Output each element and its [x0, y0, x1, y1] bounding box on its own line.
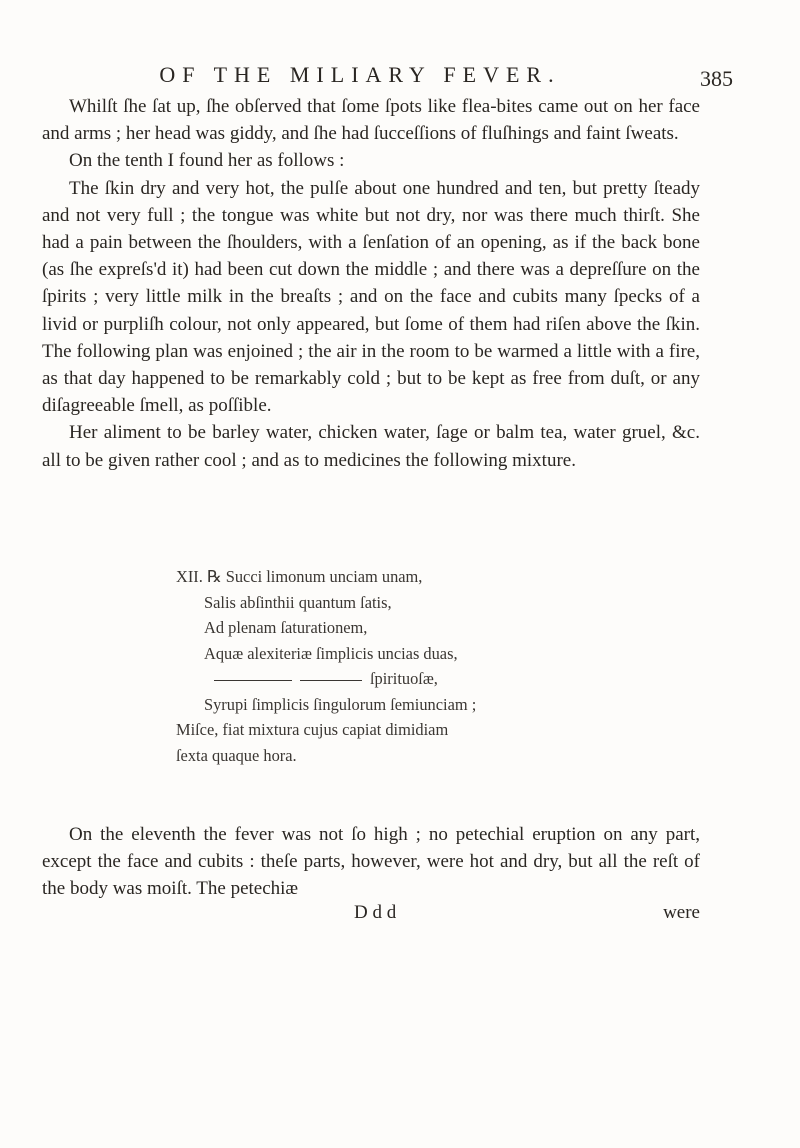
ditto-dashes [204, 666, 370, 692]
running-title: OF THE MILIARY FEVER. [159, 62, 561, 87]
page-number: 385 [700, 66, 733, 91]
prescription-line: XII. ℞ Succi limonum unciam unam, [176, 567, 423, 586]
prescription-line: Syrupi ſimplicis ſingulorum ſemiunciam ; [204, 694, 477, 714]
paragraph: The ſkin dry and very hot, the pulſe about one hundred and ten, but pretty ſteady and not very full ; the tongue was white but not dry, nor was there much thirſt. She had a pain between the ſhoulders, with a ſenſation of an opening, as if the back bone (as ſhe expreſs'd it) had been cut down the middle ; and there was a depreſſure on the ſpirits ; very little milk in the breaſts ; and on the face and cubits many ſpecks of a livid or purpliſh colour, not only appeared, but ſome of them had riſen above the ſkin. The following plan was enjoined ; the air in the room to be warmed a little with a fire, as that day happened to be remarkably cold ; but to be kept as free from duſt, or any diſagreeable ſmell, as poſſible. [42, 177, 700, 417]
catchword: were [663, 902, 700, 923]
body-text-continued [42, 821, 700, 903]
ditto-dash [214, 680, 292, 681]
prescription-line: ſexta quaque hora. [176, 745, 297, 765]
prescription-line [176, 666, 616, 692]
prescription-block [176, 564, 616, 768]
prescription-line: Ad plenam ſaturationem, [204, 618, 368, 637]
ditto-dash [300, 680, 362, 681]
page-footer [42, 902, 700, 930]
signature-mark: D d d [354, 902, 397, 923]
prescription-line: Salis abſinthii quantum ſatis, [204, 592, 392, 612]
paragraph: On the tenth I found her as follows : [69, 150, 345, 172]
paragraph: On the eleventh the fever was not ſo high ; no petechial eruption on any part, except the face and cubits : theſe parts, however, were hot and dry, but all the reſt of the body was moiſt. The petechiæ [42, 824, 700, 900]
prescription-line-tail: ſpirituoſæ, [370, 669, 438, 688]
prescription-line: Miſce, fiat mixtura cujus capiat dimidiam [176, 720, 449, 739]
body-text [42, 93, 700, 474]
prescription-line: Aquæ alexiteriæ ſimplicis uncias duas, [204, 643, 458, 663]
paragraph: Her aliment to be barley water, chicken water, ſage or balm tea, water gruel, &c. all to be given rather cool ; and as to medicines the following mixture. [42, 422, 700, 471]
paragraph: Whilſt ſhe ſat up, ſhe obſerved that ſome ſpots like flea-bites came out on her face and arms ; her head was giddy, and ſhe had ſucceſſions of fluſhings and faint ſweats. [42, 96, 700, 145]
